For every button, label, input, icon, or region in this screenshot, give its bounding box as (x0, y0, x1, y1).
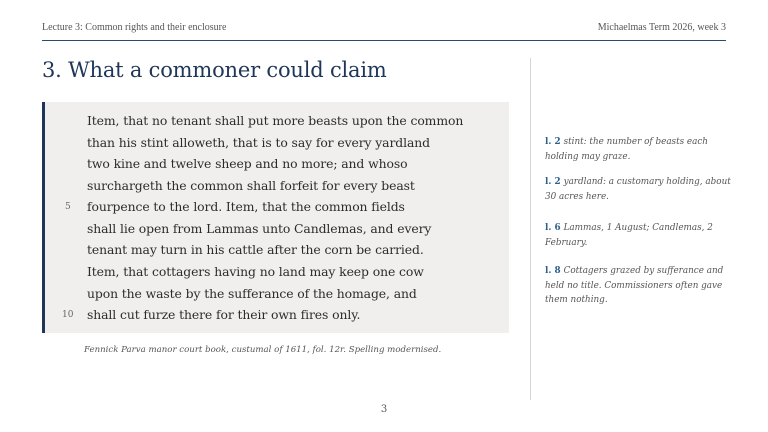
slide-header (42, 20, 726, 41)
margin-note (545, 175, 735, 204)
note-line-ref: l. 2 (545, 137, 561, 147)
margin-note (545, 135, 735, 164)
passage-line: surchargeth the common shall forfeit for every beast (87, 178, 415, 193)
term-label: Michaelmas Term 2026, week 3 (597, 22, 726, 33)
source-caption: Fennick Parva manor court book, custumal of 1611, fol. 12r. Spelling modernised. (84, 345, 442, 355)
note-text: stint: the number of beasts each holding may graze. (545, 137, 708, 162)
note-line-ref: l. 8 (545, 266, 561, 276)
passage-line: shall lie open from Lammas unto Candlemas, and every (87, 221, 432, 236)
page-number: 3 (380, 404, 388, 415)
quoted-passage (42, 102, 509, 333)
column-divider (530, 58, 531, 400)
passage-line: fourpence to the lord. Item, that the common fields (87, 199, 405, 214)
passage-line: two kine and twelve sheep and no more; and whoso (87, 156, 408, 171)
note-line-ref: l. 2 (545, 177, 561, 187)
margin-note (545, 221, 735, 250)
slide-title: 3. What a commoner could claim (42, 58, 387, 82)
lecture-title: Lecture 3: Common rights and their enclosure (42, 22, 227, 33)
passage-line: tenant may turn in his cattle after the corn be carried. (87, 242, 424, 257)
passage-line: upon the waste by the sufferance of the homage, and (87, 286, 417, 301)
passage-line: shall cut furze there for their own fires only. (87, 307, 361, 322)
note-line-ref: l. 6 (545, 223, 561, 233)
passage-line: than his stint alloweth, that is to say for every yardland (87, 135, 430, 150)
line-number: 5 (65, 202, 71, 212)
line-number: 10 (62, 310, 74, 320)
margin-note (545, 264, 735, 308)
note-text: yardland: a customary holding, about 30 acres here. (545, 177, 731, 202)
passage-line: Item, that cottagers having no land may keep one cow (87, 264, 424, 279)
note-text: Lammas, 1 August; Candlemas, 2 February. (545, 223, 713, 248)
passage-line: Item, that no tenant shall put more beasts upon the common (87, 113, 464, 128)
note-text: Cottagers grazed by sufferance and held no title. Commissioners often gave them nothing. (545, 266, 724, 305)
